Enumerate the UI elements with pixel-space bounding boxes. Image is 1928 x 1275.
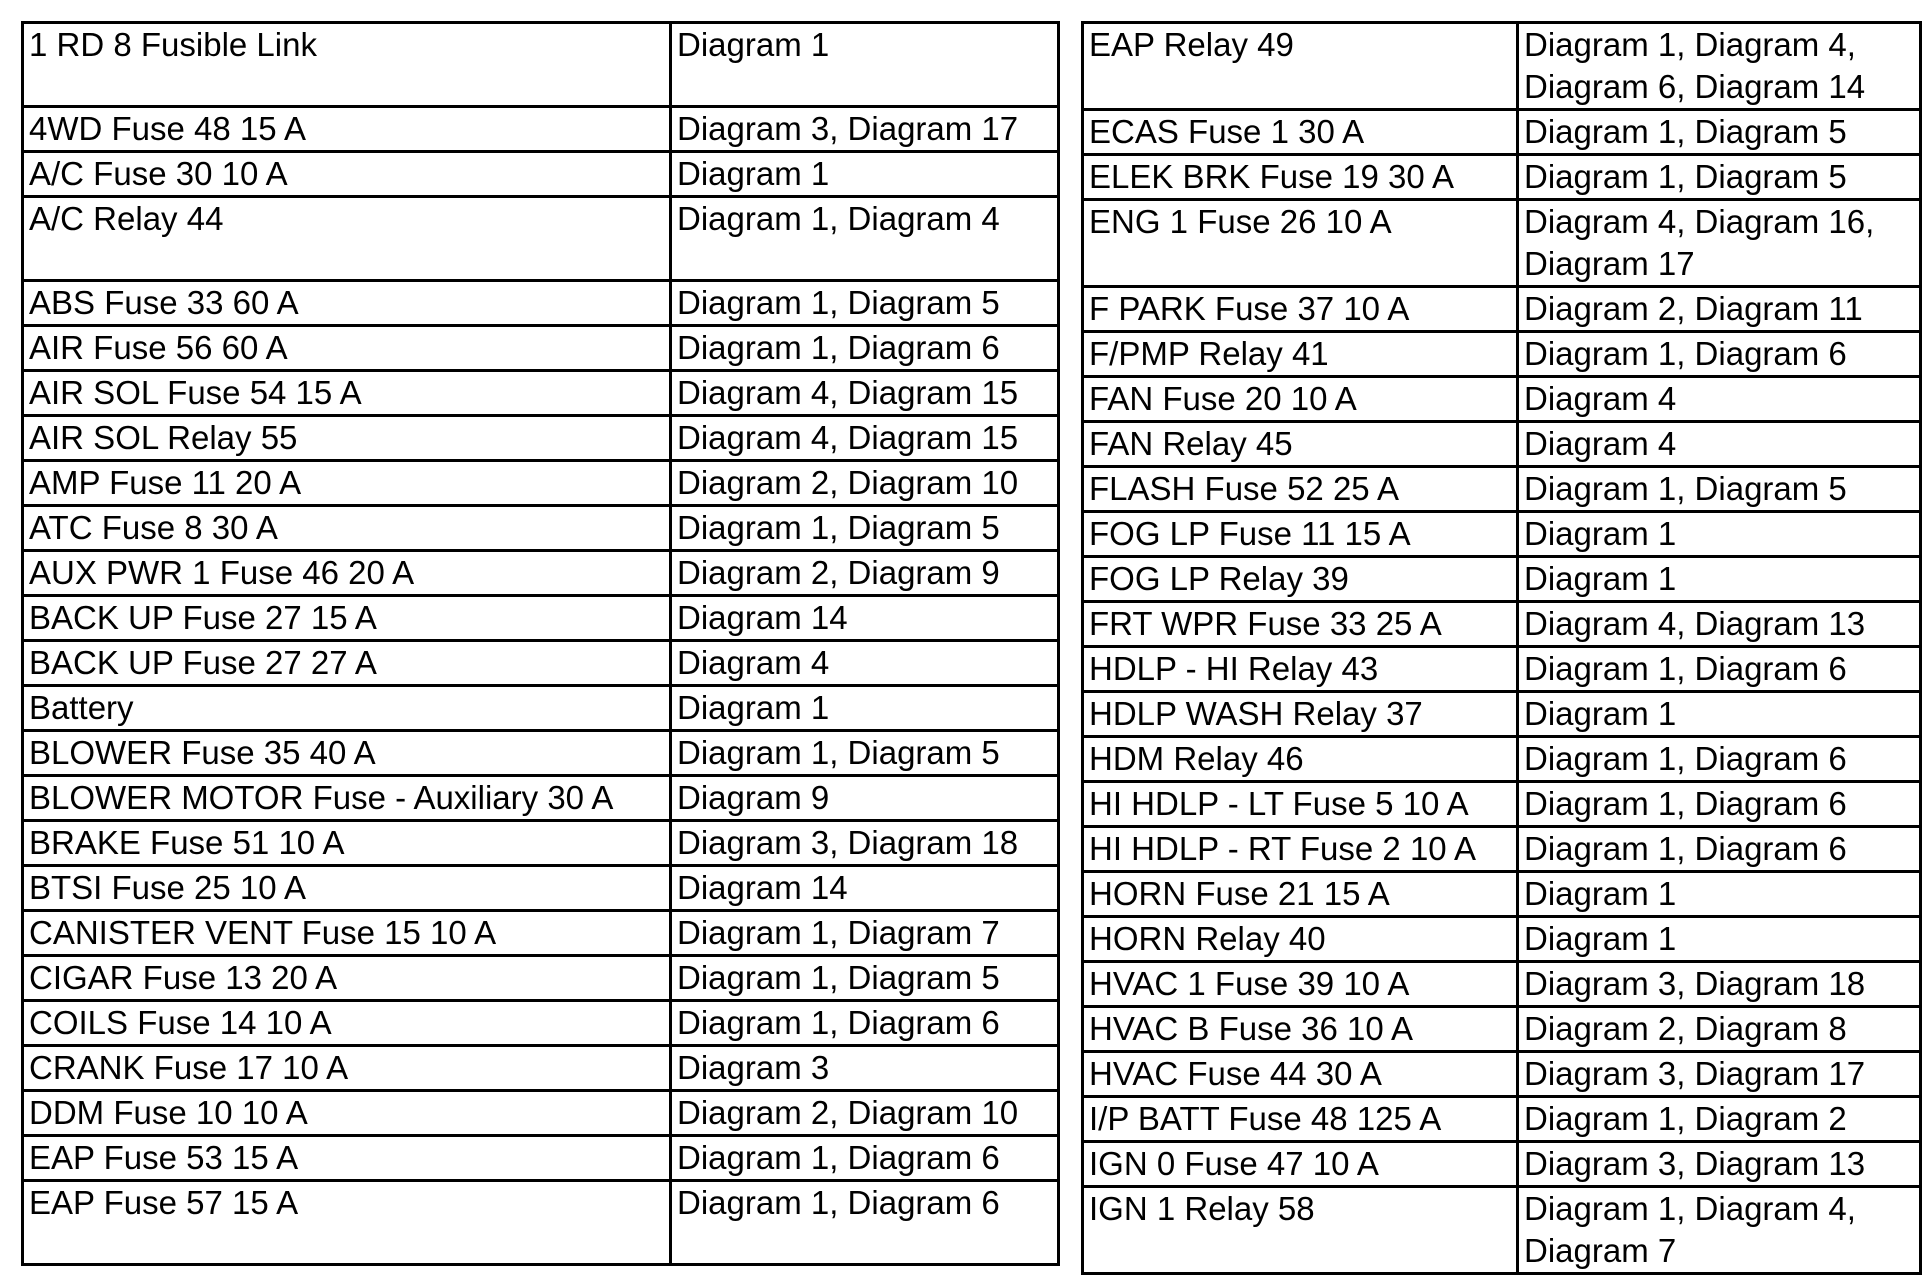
diagram-references-cell: Diagram 14	[671, 866, 1059, 911]
diagram-references-cell: Diagram 1	[1518, 872, 1921, 917]
diagram-references-cell: Diagram 1, Diagram 6	[1518, 782, 1921, 827]
component-name-cell: FRT WPR Fuse 33 25 A	[1083, 602, 1518, 647]
table-row	[23, 1001, 1059, 1046]
component-name-cell: BLOWER MOTOR Fuse - Auxiliary 30 A	[23, 776, 671, 821]
diagram-references-cell: Diagram 14	[671, 596, 1059, 641]
component-name-cell: EAP Relay 49	[1083, 23, 1518, 110]
component-name-cell: FAN Relay 45	[1083, 422, 1518, 467]
diagram-references-cell: Diagram 4, Diagram 15	[671, 371, 1059, 416]
table-row	[23, 911, 1059, 956]
diagram-references-cell: Diagram 4, Diagram 15	[671, 416, 1059, 461]
diagram-references-cell: Diagram 1	[1518, 557, 1921, 602]
component-table-left-body	[23, 23, 1059, 1265]
diagram-references-cell: Diagram 1	[671, 23, 1059, 107]
component-name-cell: IGN 1 Relay 58	[1083, 1187, 1518, 1274]
diagram-references-cell: Diagram 3, Diagram 18	[671, 821, 1059, 866]
diagram-references-cell: Diagram 1, Diagram 6	[671, 1136, 1059, 1181]
diagram-references-cell: Diagram 1	[1518, 917, 1921, 962]
diagram-references-cell: Diagram 4, Diagram 16, Diagram 17	[1518, 200, 1921, 287]
table-row	[1083, 1007, 1921, 1052]
component-name-cell: AMP Fuse 11 20 A	[23, 461, 671, 506]
diagram-references-cell: Diagram 1	[671, 686, 1059, 731]
component-name-cell: FOG LP Fuse 11 15 A	[1083, 512, 1518, 557]
table-row	[23, 731, 1059, 776]
table-row	[23, 1181, 1059, 1265]
diagram-references-cell: Diagram 1, Diagram 4, Diagram 6, Diagram 14	[1518, 23, 1921, 110]
table-row	[23, 866, 1059, 911]
component-name-cell: AIR SOL Fuse 54 15 A	[23, 371, 671, 416]
diagram-references-cell: Diagram 1, Diagram 4, Diagram 7	[1518, 1187, 1921, 1274]
component-name-cell: ABS Fuse 33 60 A	[23, 281, 671, 326]
diagram-references-cell: Diagram 2, Diagram 10	[671, 461, 1059, 506]
component-name-cell: A/C Relay 44	[23, 197, 671, 281]
table-row	[1083, 110, 1921, 155]
component-name-cell: HVAC 1 Fuse 39 10 A	[1083, 962, 1518, 1007]
component-name-cell: HVAC B Fuse 36 10 A	[1083, 1007, 1518, 1052]
table-row	[1083, 155, 1921, 200]
diagram-references-cell: Diagram 4	[1518, 422, 1921, 467]
diagram-references-cell: Diagram 1, Diagram 5	[1518, 155, 1921, 200]
table-row	[23, 596, 1059, 641]
diagram-references-cell: Diagram 3, Diagram 18	[1518, 962, 1921, 1007]
table-row	[1083, 1187, 1921, 1274]
component-name-cell: AIR SOL Relay 55	[23, 416, 671, 461]
table-row	[23, 1046, 1059, 1091]
diagram-references-cell: Diagram 1, Diagram 6	[1518, 332, 1921, 377]
diagram-references-cell: Diagram 1, Diagram 5	[671, 506, 1059, 551]
table-row	[23, 551, 1059, 596]
table-row	[1083, 422, 1921, 467]
table-row	[1083, 1052, 1921, 1097]
diagram-references-cell: Diagram 1, Diagram 5	[671, 281, 1059, 326]
table-row	[23, 956, 1059, 1001]
diagram-references-cell: Diagram 1, Diagram 5	[671, 731, 1059, 776]
component-index	[21, 21, 1919, 1269]
component-table-left	[21, 21, 1060, 1266]
diagram-references-cell: Diagram 1, Diagram 6	[1518, 737, 1921, 782]
component-name-cell: ATC Fuse 8 30 A	[23, 506, 671, 551]
component-name-cell: HDLP - HI Relay 43	[1083, 647, 1518, 692]
component-name-cell: HORN Fuse 21 15 A	[1083, 872, 1518, 917]
diagram-references-cell: Diagram 2, Diagram 8	[1518, 1007, 1921, 1052]
table-row	[1083, 1142, 1921, 1187]
component-name-cell: IGN 0 Fuse 47 10 A	[1083, 1142, 1518, 1187]
diagram-references-cell: Diagram 1	[1518, 692, 1921, 737]
component-name-cell: HORN Relay 40	[1083, 917, 1518, 962]
component-name-cell: A/C Fuse 30 10 A	[23, 152, 671, 197]
table-row	[1083, 917, 1921, 962]
diagram-references-cell: Diagram 3, Diagram 17	[1518, 1052, 1921, 1097]
component-name-cell: Battery	[23, 686, 671, 731]
component-name-cell: DDM Fuse 10 10 A	[23, 1091, 671, 1136]
component-table-right	[1081, 21, 1922, 1275]
table-row	[23, 197, 1059, 281]
table-row	[1083, 692, 1921, 737]
component-name-cell: HDM Relay 46	[1083, 737, 1518, 782]
component-name-cell: CRANK Fuse 17 10 A	[23, 1046, 671, 1091]
table-row	[1083, 872, 1921, 917]
table-row	[23, 416, 1059, 461]
table-row	[1083, 23, 1921, 110]
table-row	[23, 371, 1059, 416]
diagram-references-cell: Diagram 3	[671, 1046, 1059, 1091]
table-row	[23, 152, 1059, 197]
diagram-references-cell: Diagram 1, Diagram 7	[671, 911, 1059, 956]
component-name-cell: BRAKE Fuse 51 10 A	[23, 821, 671, 866]
component-name-cell: CANISTER VENT Fuse 15 10 A	[23, 911, 671, 956]
component-name-cell: BLOWER Fuse 35 40 A	[23, 731, 671, 776]
component-name-cell: FLASH Fuse 52 25 A	[1083, 467, 1518, 512]
table-row	[23, 776, 1059, 821]
table-row	[1083, 827, 1921, 872]
component-name-cell: EAP Fuse 53 15 A	[23, 1136, 671, 1181]
diagram-references-cell: Diagram 2, Diagram 9	[671, 551, 1059, 596]
table-row	[1083, 782, 1921, 827]
component-name-cell: BACK UP Fuse 27 15 A	[23, 596, 671, 641]
component-name-cell: CIGAR Fuse 13 20 A	[23, 956, 671, 1001]
component-name-cell: ELEK BRK Fuse 19 30 A	[1083, 155, 1518, 200]
table-row	[1083, 962, 1921, 1007]
component-name-cell: BTSI Fuse 25 10 A	[23, 866, 671, 911]
diagram-references-cell: Diagram 1, Diagram 5	[1518, 467, 1921, 512]
component-name-cell: F PARK Fuse 37 10 A	[1083, 287, 1518, 332]
table-row	[1083, 512, 1921, 557]
diagram-references-cell: Diagram 1, Diagram 6	[1518, 647, 1921, 692]
table-row	[1083, 287, 1921, 332]
table-row	[23, 1091, 1059, 1136]
component-name-cell: FAN Fuse 20 10 A	[1083, 377, 1518, 422]
table-row	[1083, 1097, 1921, 1142]
diagram-references-cell: Diagram 1, Diagram 6	[671, 326, 1059, 371]
diagram-references-cell: Diagram 1, Diagram 5	[671, 956, 1059, 1001]
component-name-cell: EAP Fuse 57 15 A	[23, 1181, 671, 1265]
component-table-right-body	[1083, 23, 1921, 1274]
diagram-references-cell: Diagram 1, Diagram 2	[1518, 1097, 1921, 1142]
table-row	[23, 686, 1059, 731]
diagram-references-cell: Diagram 1, Diagram 6	[1518, 827, 1921, 872]
table-row	[23, 281, 1059, 326]
component-name-cell: I/P BATT Fuse 48 125 A	[1083, 1097, 1518, 1142]
component-name-cell: HVAC Fuse 44 30 A	[1083, 1052, 1518, 1097]
table-row	[1083, 200, 1921, 287]
table-row	[23, 461, 1059, 506]
table-row	[1083, 602, 1921, 647]
table-row	[1083, 737, 1921, 782]
component-name-cell: ECAS Fuse 1 30 A	[1083, 110, 1518, 155]
diagram-references-cell: Diagram 2, Diagram 10	[671, 1091, 1059, 1136]
diagram-references-cell: Diagram 4	[671, 641, 1059, 686]
component-name-cell: 4WD Fuse 48 15 A	[23, 107, 671, 152]
diagram-references-cell: Diagram 3, Diagram 13	[1518, 1142, 1921, 1187]
component-name-cell: AIR Fuse 56 60 A	[23, 326, 671, 371]
diagram-references-cell: Diagram 3, Diagram 17	[671, 107, 1059, 152]
diagram-references-cell: Diagram 1, Diagram 6	[671, 1181, 1059, 1265]
diagram-references-cell: Diagram 2, Diagram 11	[1518, 287, 1921, 332]
component-name-cell: HI HDLP - LT Fuse 5 10 A	[1083, 782, 1518, 827]
table-row	[23, 23, 1059, 107]
table-row	[1083, 332, 1921, 377]
table-row	[23, 506, 1059, 551]
component-name-cell: BACK UP Fuse 27 27 A	[23, 641, 671, 686]
diagram-references-cell: Diagram 1	[1518, 512, 1921, 557]
table-row	[23, 1136, 1059, 1181]
diagram-references-cell: Diagram 1, Diagram 5	[1518, 110, 1921, 155]
diagram-references-cell: Diagram 4, Diagram 13	[1518, 602, 1921, 647]
diagram-references-cell: Diagram 1, Diagram 6	[671, 1001, 1059, 1046]
diagram-references-cell: Diagram 1	[671, 152, 1059, 197]
table-row	[1083, 467, 1921, 512]
component-name-cell: HI HDLP - RT Fuse 2 10 A	[1083, 827, 1518, 872]
table-row	[1083, 647, 1921, 692]
table-row	[23, 641, 1059, 686]
table-row	[23, 821, 1059, 866]
component-name-cell: HDLP WASH Relay 37	[1083, 692, 1518, 737]
component-name-cell: ENG 1 Fuse 26 10 A	[1083, 200, 1518, 287]
component-name-cell: FOG LP Relay 39	[1083, 557, 1518, 602]
table-row	[23, 326, 1059, 371]
diagram-references-cell: Diagram 4	[1518, 377, 1921, 422]
diagram-references-cell: Diagram 1, Diagram 4	[671, 197, 1059, 281]
table-row	[1083, 557, 1921, 602]
component-name-cell: AUX PWR 1 Fuse 46 20 A	[23, 551, 671, 596]
diagram-references-cell: Diagram 9	[671, 776, 1059, 821]
component-name-cell: F/PMP Relay 41	[1083, 332, 1518, 377]
table-row	[23, 107, 1059, 152]
component-name-cell: COILS Fuse 14 10 A	[23, 1001, 671, 1046]
table-row	[1083, 377, 1921, 422]
component-name-cell: 1 RD 8 Fusible Link	[23, 23, 671, 107]
